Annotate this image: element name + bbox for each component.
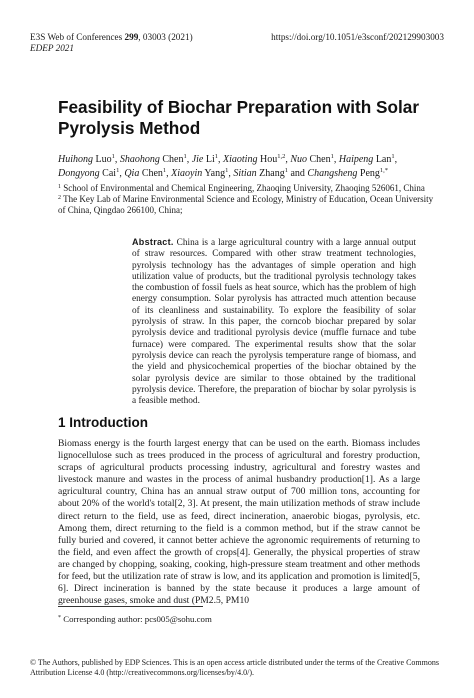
- author: Qia Chen$^1$: [124, 166, 167, 179]
- copyright-notice: © The Authors, published by EDP Sciences. This is an open access article distributed under the terms of the Creative Commons Attribution License 4.0 (http://creativecommons.org/licenses/by/4.0/).: [30, 658, 439, 677]
- footnote-text: Corresponding author: pcs005@sohu.com: [63, 614, 212, 624]
- abstract-text: China is a large agricultural country with a large annual output of straw resources. Compared with other straw treatment technologies, pyrolysis technology has the advantages of simple operation and high utilization value of products, but the traditional pyrolysis technology takes the combustion of fossil fuels as heat source, which has the problem of high energy consumption. Solar pyrolysis has attracted much attention because of its cleanliness and sustainability. To explore the feasibility of solar pyrolysis of straw. In this paper, the corncob biochar prepared by solar pyrolysis device and traditional pyrolysis device (muffle furnace and tube furnace) were compared. The experimental results show that the solar pyrolysis device can reach the pyrolysis temperature range of biomass, and the yield and physicochemical properties of the biochar obtained by the solar pyrolysis device are similar to those obtained by the traditional pyrolysis device. Therefore, the preparation of biochar by solar pyrolysis is a feasible method.: [132, 238, 416, 407]
- author-affiliation-mark: 1,*: [379, 166, 389, 174]
- author: Shaohong Chen$^1$: [119, 153, 187, 165]
- footnote: [58, 614, 212, 625]
- author: Xiaoyin Yang$^1$: [171, 166, 229, 179]
- affiliation-list: [58, 183, 438, 216]
- author: Jie Li$^1$: [191, 153, 219, 165]
- author: Xiaoting Hou$^{1,2}$: [223, 153, 286, 165]
- footnote-divider: [58, 606, 203, 607]
- paper-title: Feasibility of Biochar Preparation with Solar Pyrolysis Method: [58, 97, 420, 138]
- author: Changsheng Peng$^{1,*}$: [307, 166, 389, 179]
- author: Sitian Zhang$^1$: [233, 166, 288, 179]
- abstract-label: Abstract.: [132, 237, 174, 247]
- author-affiliation-mark: 1: [225, 166, 229, 174]
- author: Haipeng Lan$^1$: [338, 153, 395, 165]
- author-affiliation-mark: 1: [111, 153, 115, 160]
- affiliation: $^2$ The Key Lab of Marine Environmental Science and Ecology, Ministry of Education, Ocean University of China, Qingdao 266100, China;: [58, 194, 434, 215]
- author-affiliation-mark: 1: [284, 166, 288, 174]
- author: Huihong Luo$^1$: [58, 153, 115, 165]
- author: Nuo Chen$^1$: [290, 153, 334, 165]
- running-header-left: [30, 32, 193, 54]
- section-heading: 1 Introduction: [58, 415, 148, 430]
- doi-link[interactable]: https://doi.org/10.1051/e3sconf/202129903003: [271, 32, 444, 42]
- journal-line: E3S Web of Conferences 299, 03003 (2021): [30, 32, 193, 42]
- author-affiliation-mark: 1: [183, 153, 187, 160]
- footnote-mark: *: [58, 615, 61, 621]
- abstract: [132, 237, 416, 407]
- author-list: Huihong Luo$^1$, Shaohong Chen$^1$, Jie Li$^1$, Xiaoting Hou$^{1,2}$, Nuo Chen$^1$, Haipeng Lan$^1$, Dongyong Cai$^1$, Qia Chen$^1$, Xiaoyin Yang$^1$, Sitian Zhang$^1$ and Changsheng Peng$^{1,*}$: [58, 153, 398, 179]
- volume-number: 299: [124, 32, 139, 42]
- author-affiliation-mark: 1: [214, 153, 219, 160]
- author-affiliation-mark: 1: [162, 166, 167, 174]
- author-affiliation-mark: 1,2: [277, 153, 286, 160]
- author: Dongyong Cai$^1$: [58, 166, 120, 179]
- author-affiliation-mark: 1: [391, 153, 395, 160]
- introduction-text: Biomass energy is the fourth largest energy that can be used on the earth. Biomass includes lignocellulose such as trees produced in the process of agricultural and forestry production, scraps of agricultural products processing industry, agricultural and forestry wastes and livestock manure and wastes in the process of animal husbandry production[1]. As a large agricultural country, China has an annual straw output of 700 million tons, accounting for about 20% of the world's total[2, 3]. At present, the main utilization methods of straw include direct return to the field, use as feed, direct incineration, anaerobic biogas, pyrolysis, etc. Among them, direct returning to the field is a common method, but if the straw cannot be fully buried and covered, it cannot better achieve the agronomic requirements of returning to the field, and even affect the growth of crops[4]. Generally, the physical properties of straw are changed by chopping, soaking, cooking, high-pressure steam treatment and other methods for feed, but the utilization rate of straw is low, and its application and promotion is limited[5, 6]. Direct incineration is banned by the state because it produces a large amount of greenhouse gases, smoke and dust (PM2.5, PM10: [58, 438, 420, 607]
- affiliation: $^1$ School of Environmental and Chemical Engineering, Zhaoqing University, Zhaoqing 526061, China: [58, 183, 425, 193]
- author-affiliation-mark: 1: [330, 153, 334, 160]
- author-affiliation-mark: 1: [116, 166, 120, 174]
- conference-name: EDEP 2021: [30, 43, 74, 53]
